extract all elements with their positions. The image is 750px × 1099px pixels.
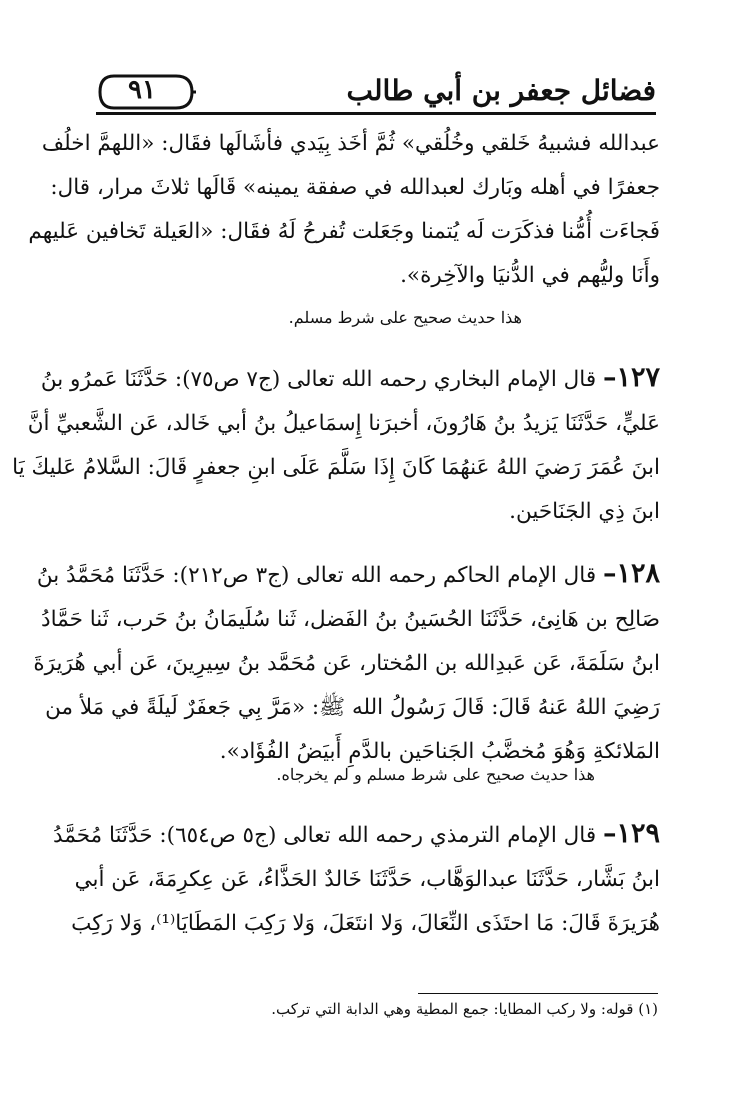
hadith-127 (12, 356, 660, 534)
text-line: ابنُ بَشَّار، حَدَّثَنَا عبدالوَهَّاب، حَدَّثَنَا خَالدٌ الحَذَّاءُ، عَن عِكرِمَةَ، عَن أبي (74, 867, 660, 892)
text-line: رَضِيَ اللهُ عَنهُ قَالَ: قَالَ رَسُولُ الله ﷺ: «مَرَّ بِي جَعفَرٌ لَيلَةً في مَلأ من (45, 695, 660, 720)
text-line (36, 552, 660, 598)
header-rule (96, 112, 656, 115)
text-line: وأَنَا وليُّهم في الدُّنيَا والآخِرة». (400, 263, 660, 288)
text-line: ابنَ ذِي الجَنَاحَين. (509, 499, 660, 524)
hadith-128 (33, 552, 660, 774)
text-line: عَليٍّ، حَدَّثَنَا يَزيدُ بنُ هَارُونَ، أخبرَنا إِسمَاعيلُ بنُ أبي خَالد، عَن الشَّعبيِّ أنَّ (27, 411, 660, 436)
hadith-129 (53, 812, 660, 946)
grading-note: هذا حديث صحيح على شرط مسلم و لم يخرجاه. (276, 765, 595, 784)
grading-note: هذا حديث صحيح على شرط مسلم. (288, 308, 522, 327)
page-header (96, 72, 656, 116)
hadith-number: ١٢٩– (602, 818, 660, 849)
text-line: المَلائكةِ وَهُوَ مُخضَّبُ الجَناحَين بالدَّمِ أَبيَضُ الفُؤَاد». (219, 739, 660, 764)
text-line (53, 812, 660, 858)
text-line: هُرَيرَةَ قَالَ: مَا احتَذَى النِّعَالَ، وَلا انتَعَلَ، وَلا رَكِبَ المَطَايَا⁽¹⁾، وَلا رَكِبَ (71, 911, 660, 936)
page-number-badge (96, 72, 196, 112)
text-line: ابنَ عُمَرَ رَضيَ اللهُ عَنهُمَا كَانَ إِذَا سَلَّمَ عَلَى ابنِ جعفرٍ قَالَ: السَّلامُ عَليكَ يَا (12, 455, 660, 480)
text-line: ابنُ سَلَمَةَ، عَن عَبدِالله بن المُختار، عَن مُحَمَّد بنُ سِيرِينَ، عَن أبي هُرَيرَةَ (33, 651, 660, 676)
running-title: فضائل جعفر بن أبي طالب (346, 74, 656, 107)
text-line: عبدالله فشبيهُ خَلقي وخُلُقي» ثُمَّ أخَذ بِيَدي فأشَالَها فقَال: «اللهمَّ اخلُف (41, 131, 660, 156)
text-line (40, 356, 660, 402)
text-line-content: قال الإمام الحاكم رحمه الله تعالى (ج٣ ص٢١٢): حَدَّثَنَا مُحَمَّدُ بنُ (36, 563, 597, 588)
hadith-number: ١٢٨– (602, 558, 660, 589)
footnote: (١) قوله: ولا ركب المطايا: جمع المطية وهي الدابة التي تركب. (271, 1000, 658, 1018)
text-line: صَالِح بن هَانِئ، حَدَّثَنَا الحُسَينُ بنُ الفَضل، ثَنا سُلَيمَانُ بنُ حَرب، ثَنا حَمَّادُ (41, 607, 660, 632)
footnote-rule (418, 993, 658, 994)
page-number: ٩١ (128, 75, 156, 105)
text-line: جعفرًا في أهله وبَارك لعبدالله في صفقة يمينه» قَالَها ثلاثَ مرار، قال: (50, 175, 660, 200)
paragraph-continuation (28, 122, 660, 298)
text-line: فَجاءَت أُمُّنا فذكَرَت لَه يُتمنا وجَعَلت تُفرحُ لَهُ فقَال: «العَيلة تَخافين عَليهم (28, 219, 660, 244)
text-line-content: قال الإمام البخاري رحمه الله تعالى (ج٧ ص٧٥): حَدَّثَنَا عَمرُو بنُ (40, 367, 597, 392)
text-line-content: قال الإمام الترمذي رحمه الله تعالى (ج٥ ص٦٥٤): حَدَّثَنَا مُحَمَّدُ (53, 823, 597, 848)
hadith-number: ١٢٧– (602, 362, 660, 393)
